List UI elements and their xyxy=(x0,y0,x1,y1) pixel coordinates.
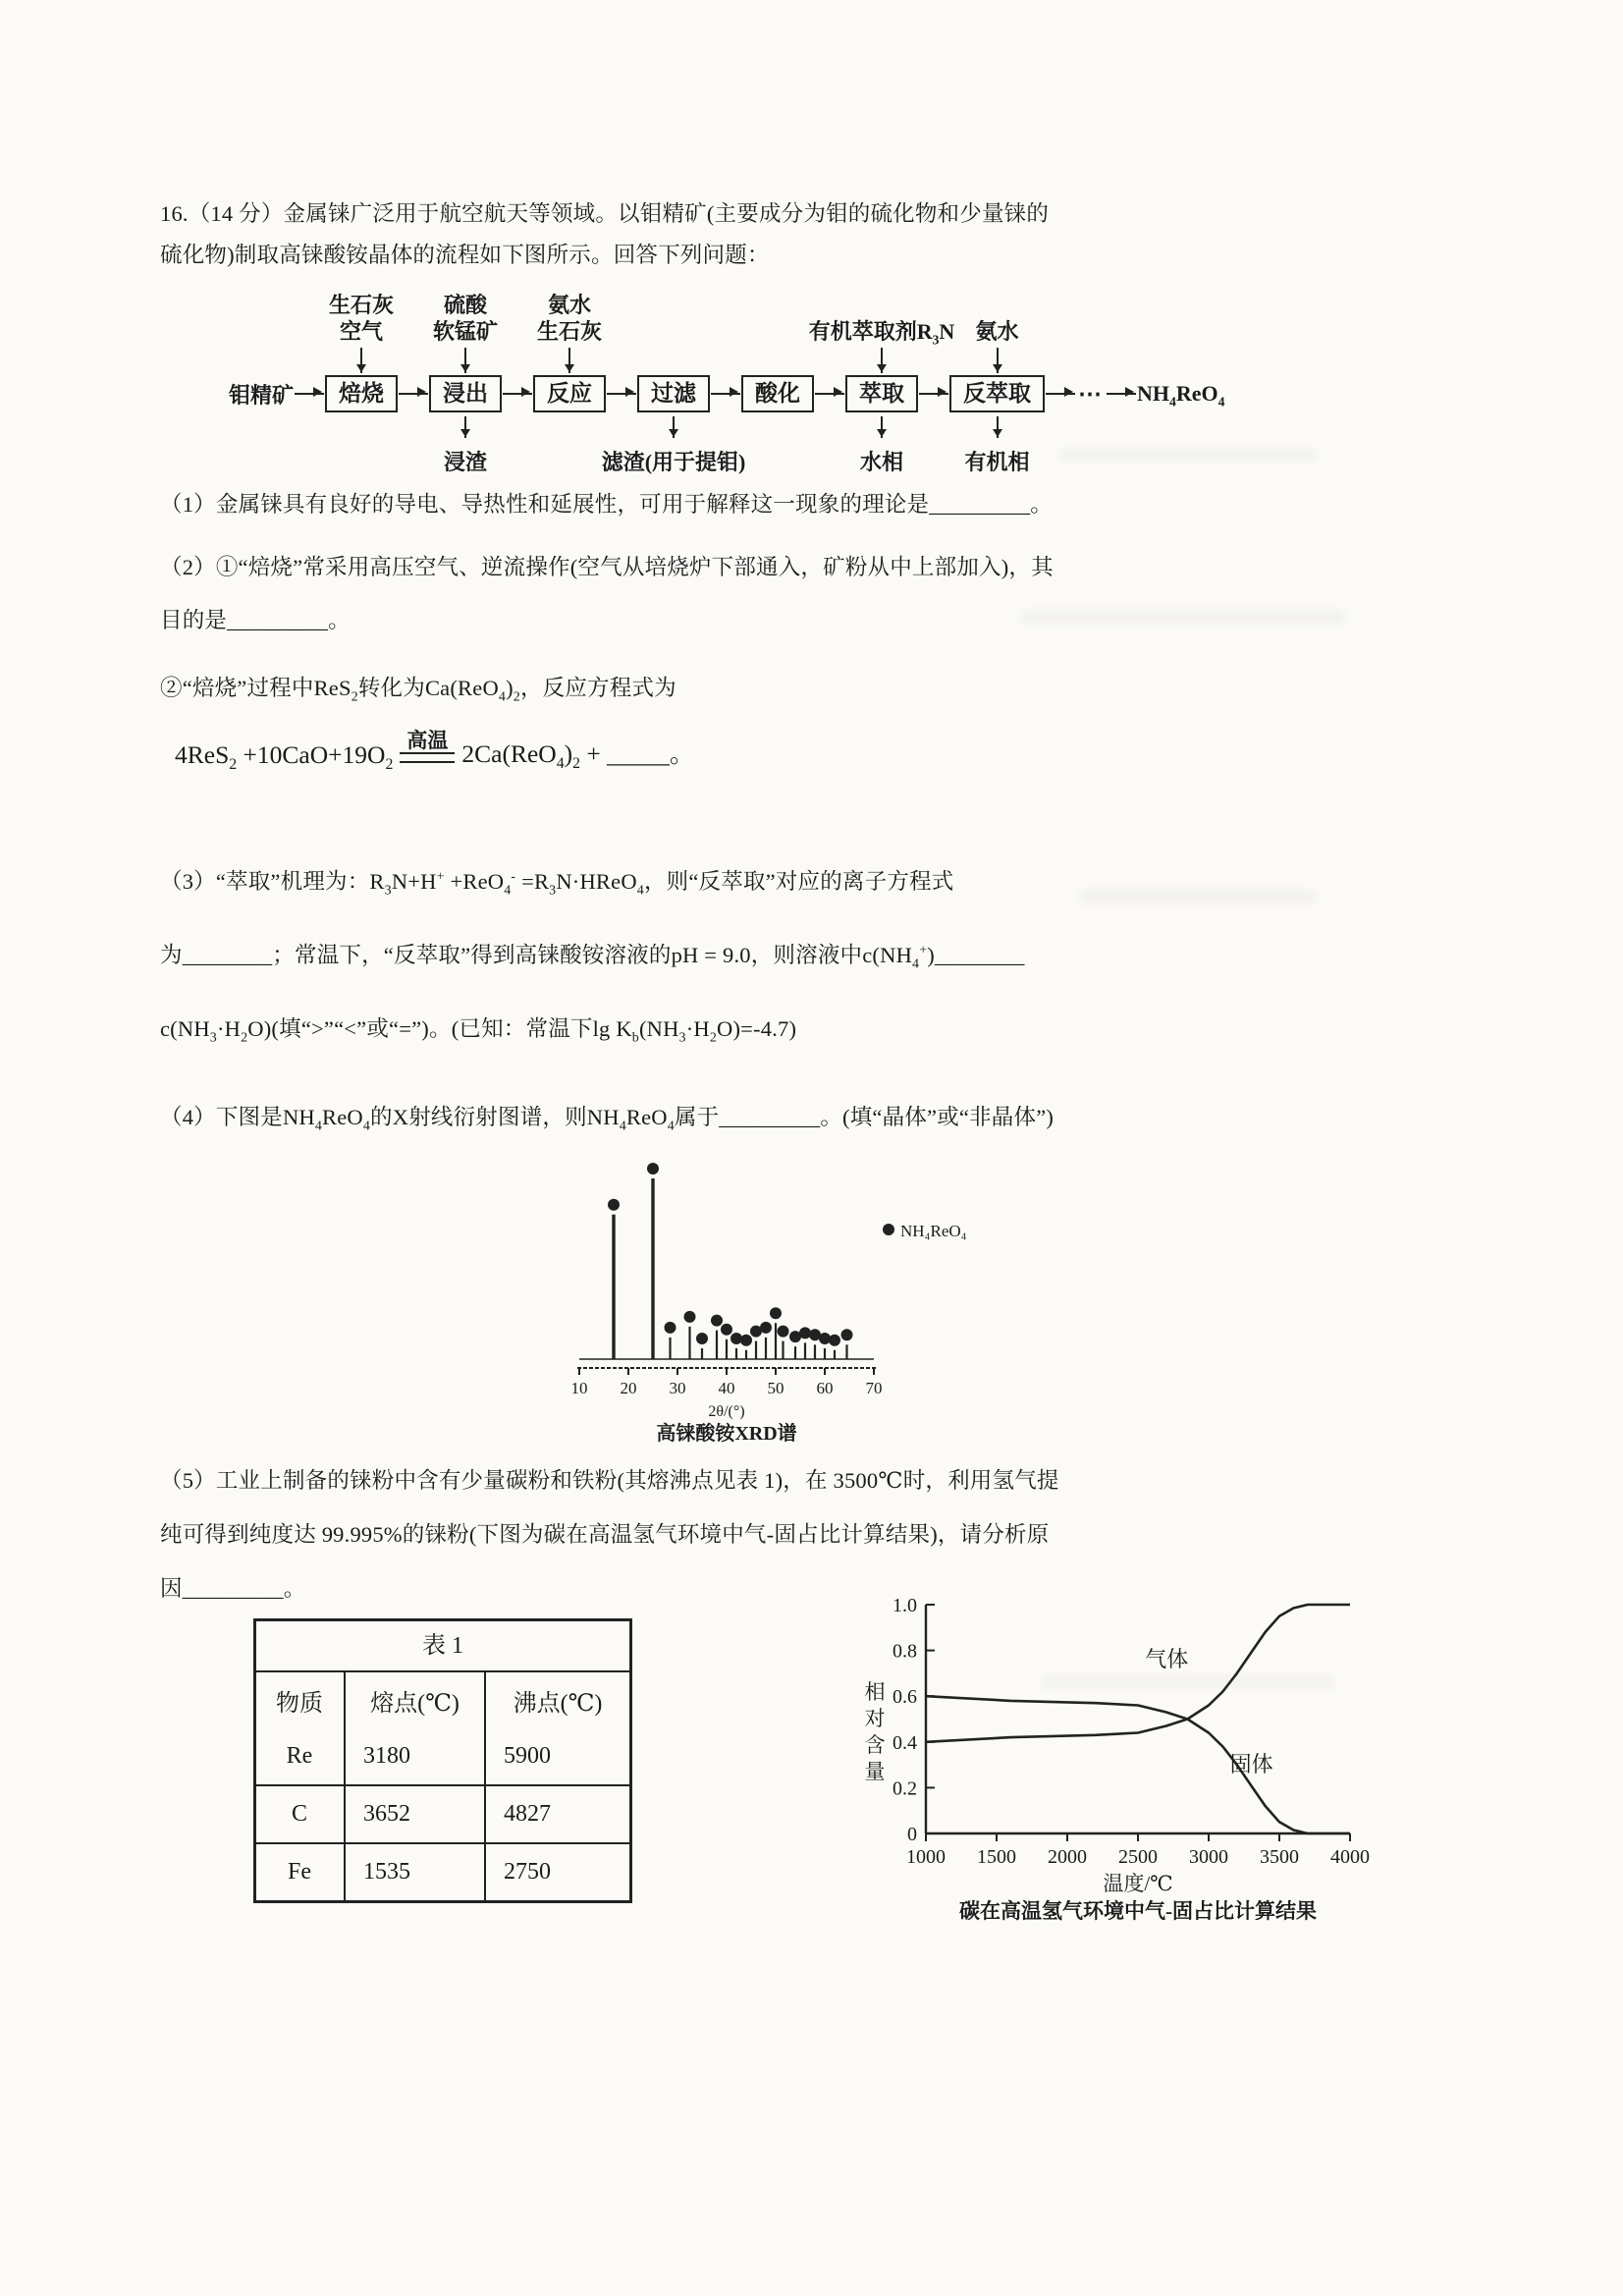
flow-step-box: 反萃取 xyxy=(949,375,1045,412)
svg-text:0.2: 0.2 xyxy=(893,1777,917,1800)
down-arrow-icon xyxy=(881,416,883,438)
table-cell: 2750 xyxy=(485,1843,629,1900)
flow-output-label: 水相 xyxy=(860,450,904,474)
flow-feed-label: 硫酸 xyxy=(444,293,488,317)
flow-feed-label: 生石灰 xyxy=(537,319,603,344)
down-arrow-icon xyxy=(881,348,883,373)
svg-text:10: 10 xyxy=(570,1379,588,1397)
svg-text:60: 60 xyxy=(816,1379,834,1397)
table-cell: Re xyxy=(256,1728,345,1785)
flow-step-box: 焙烧 xyxy=(325,375,398,412)
svg-text:0.8: 0.8 xyxy=(893,1640,917,1663)
ellipsis-dots: ⋯ xyxy=(1078,381,1105,408)
double-bar-equals-icon xyxy=(400,752,455,763)
equation-rhs: $2Ca(ReO_4)_2$ + _____。 xyxy=(461,739,695,773)
svg-text:1.0: 1.0 xyxy=(893,1595,917,1616)
table-cell: 4827 xyxy=(485,1785,629,1843)
xrd-chart xyxy=(535,1151,997,1446)
right-arrow-icon xyxy=(295,393,324,395)
flow-step xyxy=(533,287,606,475)
flow-step-box: 萃取 xyxy=(845,375,918,412)
flow-feed-label: 氨水 xyxy=(975,319,1019,344)
svg-text:30: 30 xyxy=(669,1379,686,1397)
question-3-line2: 为________；常温下，“反萃取”得到高铼酸铵溶液的pH = 9.0，则溶液中$c(NH_4^+)\_\_\_\_\_\_\_\_$ xyxy=(160,943,1025,972)
scan-bleed-artifact xyxy=(1041,1674,1335,1690)
flow-step-box: 酸化 xyxy=(741,375,814,412)
question-intro-line1: 16.（14 分）金属铼广泛用于航空航天等领域。以钼精矿(主要成分为钼的硫化物和少量铼的 xyxy=(160,201,1050,226)
flow-feed-label: 空气 xyxy=(340,319,384,344)
phase-xaxis-label: 温度/℃ xyxy=(1103,1872,1173,1895)
question-3-line3: $c(NH_3\cdot H_2O)$(填“>”“<”或“=”)。(已知：常温下$\lg K_b(NH_3\cdot H_2O)=-4.7$) xyxy=(160,1016,797,1046)
svg-text:0: 0 xyxy=(907,1824,917,1845)
scan-bleed-artifact xyxy=(1060,447,1316,463)
flow-feed-label: 氨水 xyxy=(548,293,592,317)
table-col-header: 物质 xyxy=(256,1672,345,1728)
table-row xyxy=(256,1785,629,1843)
table-row xyxy=(256,1728,629,1785)
table-cell: 1535 xyxy=(345,1843,485,1900)
down-arrow-icon xyxy=(997,348,999,373)
question-2-line1: （2）①“焙烧”常采用高压空气、逆流操作(空气从培烧炉下部通入，矿粉从中上部加入)，其 xyxy=(160,555,1054,579)
flow-feed-label: 生石灰 xyxy=(329,293,395,317)
flow-step xyxy=(949,287,1045,475)
condition-text: 高温 xyxy=(406,729,449,752)
equation-condition xyxy=(400,729,455,770)
flow-connector xyxy=(710,287,741,475)
svg-text:40: 40 xyxy=(718,1379,735,1397)
table-cell: 3180 xyxy=(345,1728,485,1785)
right-arrow-icon xyxy=(1046,393,1075,395)
phase-yaxis-label: 相 xyxy=(864,1680,886,1704)
melting-boiling-table xyxy=(253,1618,632,1903)
series-气体 xyxy=(926,1605,1350,1742)
flow-step-box: 过滤 xyxy=(637,375,710,412)
right-arrow-icon xyxy=(1107,393,1136,395)
right-arrow-icon xyxy=(399,393,428,395)
flow-step xyxy=(601,287,746,475)
series-label: 气体 xyxy=(1145,1646,1189,1671)
phase-yaxis-label: 对 xyxy=(864,1707,886,1730)
svg-text:1000: 1000 xyxy=(906,1846,946,1868)
flow-step xyxy=(741,287,814,475)
svg-text:0.6: 0.6 xyxy=(893,1686,917,1709)
flow-connector xyxy=(294,287,325,475)
series-label: 固体 xyxy=(1229,1752,1273,1777)
xrd-caption: 高铼酸铵XRD谱 xyxy=(656,1423,797,1445)
flow-connector xyxy=(918,287,949,475)
flow-source-label: 钼精矿 xyxy=(229,382,295,408)
down-arrow-icon xyxy=(464,416,466,438)
flow-feed-label: 有机萃取剂$R_3N$ xyxy=(808,319,955,348)
scan-bleed-artifact xyxy=(1080,889,1316,904)
question-1: （1）金属铼具有良好的导电、导热性和延展性，可用于解释这一现象的理论是_________。 xyxy=(160,492,1054,517)
svg-text:1500: 1500 xyxy=(977,1846,1016,1868)
xrd-legend-label: NH₄ReO₄ xyxy=(900,1222,967,1240)
svg-text:4000: 4000 xyxy=(1330,1846,1370,1868)
table-row xyxy=(256,1843,629,1900)
table-cell: Fe xyxy=(256,1843,345,1900)
phase-fraction-figure xyxy=(839,1583,1389,1932)
question-intro-line2: 硫化物)制取高铼酸铵晶体的流程如下图所示。回答下列问题： xyxy=(160,243,770,267)
right-arrow-icon xyxy=(919,393,948,395)
phase-caption: 碳在高温氢气环境中气-固占比计算结果 xyxy=(959,1899,1317,1923)
table-header-row xyxy=(256,1672,629,1728)
question-5-line1: （5）工业上制备的铼粉中含有少量碳粉和铁粉(其熔沸点见表 1)，在 3500℃时，利用氢气提 xyxy=(160,1468,1059,1493)
right-arrow-icon xyxy=(815,393,844,395)
flow-connector xyxy=(398,287,429,475)
flow-connector xyxy=(502,287,533,475)
question-3-line1: （3）“萃取”机理为：$R_3N+H^+ +ReO_4^-$ $=R_3N\cdot HReO_4$，则“反萃取”对应的离子方程式 xyxy=(160,869,954,899)
phase-fraction-chart xyxy=(839,1583,1389,1927)
flow-output-label: 有机相 xyxy=(964,450,1030,474)
down-arrow-icon xyxy=(568,348,570,373)
right-arrow-icon xyxy=(503,393,532,395)
table-cell: C xyxy=(256,1785,345,1843)
xrd-xaxis-label: 2θ/(°) xyxy=(708,1403,745,1420)
flow-step-box: 浸出 xyxy=(429,375,502,412)
phase-yaxis-label: 量 xyxy=(864,1760,886,1783)
svg-text:70: 70 xyxy=(865,1379,883,1397)
down-arrow-icon xyxy=(997,416,999,438)
table-col-header: 沸点(℃) xyxy=(485,1672,629,1728)
phase-yaxis-label: 含 xyxy=(864,1733,886,1757)
series-固体 xyxy=(926,1696,1350,1833)
table-col-header: 熔点(℃) xyxy=(345,1672,485,1728)
question-2-line2: 目的是_________。 xyxy=(160,608,351,632)
table-title: 表 1 xyxy=(256,1621,629,1672)
svg-text:3500: 3500 xyxy=(1260,1846,1299,1868)
flow-output-label: 滤渣(用于提钼) xyxy=(601,450,746,474)
chemical-equation xyxy=(175,729,695,774)
svg-text:3000: 3000 xyxy=(1189,1846,1228,1868)
down-arrow-icon xyxy=(464,348,466,373)
right-arrow-icon xyxy=(711,393,740,395)
table-cell: 5900 xyxy=(485,1728,629,1785)
table-cell: 3652 xyxy=(345,1785,485,1843)
flow-step xyxy=(429,287,502,475)
down-arrow-icon xyxy=(360,348,362,373)
question-2-sub2: ②“焙烧”过程中ReS$_2$转化为$Ca(ReO_4)_2$，反应方程式为 xyxy=(160,676,676,705)
flow-feed-label: 软锰矿 xyxy=(433,319,499,344)
svg-text:2000: 2000 xyxy=(1048,1846,1087,1868)
scan-bleed-artifact xyxy=(1021,609,1345,625)
svg-text:50: 50 xyxy=(767,1379,784,1397)
flow-step xyxy=(325,287,398,475)
question-5-line3: 因_________。 xyxy=(160,1576,306,1601)
question-4: （4）下图是$NH_4ReO_4$的X射线衍射图谱，则$NH_4ReO_4$属于_________。(填“晶体”或“非晶体”) xyxy=(160,1105,1055,1134)
xrd-figure xyxy=(535,1151,997,1450)
svg-text:2500: 2500 xyxy=(1118,1846,1158,1868)
equation-lhs: $4ReS_2 +10CaO+19O_2$ xyxy=(175,740,394,774)
flow-connector xyxy=(229,287,294,475)
flow-step-box: 反应 xyxy=(533,375,606,412)
down-arrow-icon xyxy=(673,416,675,438)
flow-product-label: $NH_4ReO_4$ xyxy=(1137,381,1225,410)
right-arrow-icon xyxy=(607,393,636,395)
svg-text:0.4: 0.4 xyxy=(893,1731,917,1754)
svg-text:20: 20 xyxy=(620,1379,637,1397)
flow-step xyxy=(808,287,955,475)
question-5-line2: 纯可得到纯度达 99.995%的铼粉(下图为碳在高温氢气环境中气-固占比计算结果)，请分析原 xyxy=(160,1522,1050,1547)
flow-output-label: 浸渣 xyxy=(444,450,488,474)
